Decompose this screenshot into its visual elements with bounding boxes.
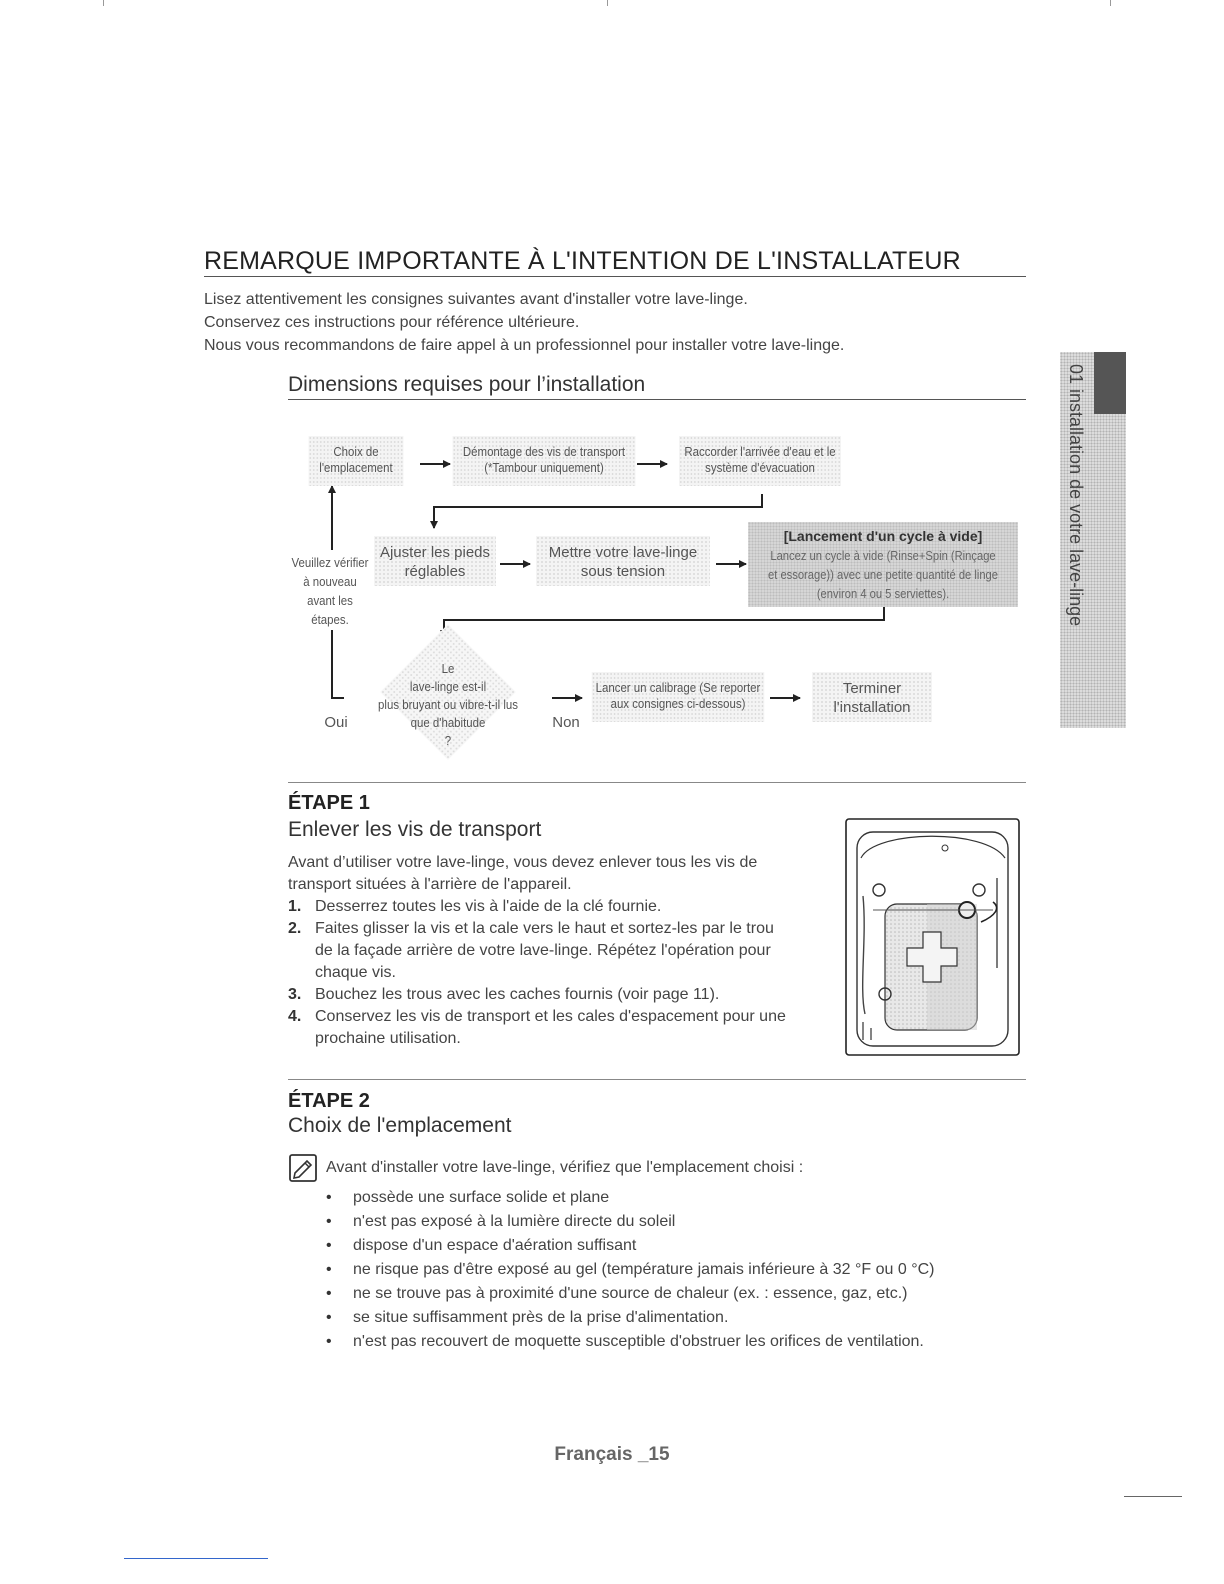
intro-line: Nous vous recommandons de faire appel à un professionnel pour installer votre lave-linge. [204,337,845,354]
flow-node-text: aux consignes ci-dessous) [610,696,746,712]
flow-note-text: étapes. [311,612,349,627]
checklist-item: • se situe suffisamment près de la prise d'alimentation. [326,1306,1026,1330]
flow-decision-text: Le [441,661,455,676]
note-icon [288,1153,318,1183]
instruction-number: 2. [288,920,302,937]
flow-node-text: Démontage des vis de transport [462,444,626,459]
flow-node-text: (environ 4 ou 5 serviettes). [816,585,950,601]
flow-node-text: système d'évacuation [705,460,815,476]
step1-label: ÉTAPE 1 [288,792,370,814]
instruction-number: 3. [288,986,302,1003]
chapter-tab-marker [1094,352,1126,414]
flow-decision-question [374,660,522,750]
arrow-raccorder-ajuster [434,494,762,528]
checklist-item: • dispose d'un espace d'aération suffisant [326,1234,1026,1258]
flow-node-title: [Lancement d'un cycle à vide] [783,528,983,544]
step1-body [288,852,828,1050]
flow-node-text: Lancer un calibrage (Se reporter [595,680,761,695]
flow-label-non: Non [552,714,580,731]
step2-checklist [326,1186,1026,1354]
flow-node-text: Raccorder l'arrivée d'eau et le [684,444,836,459]
flow-node-text: l'emplacement [319,460,393,476]
flow-decision-text: que d'habitude [410,715,486,730]
checklist-item: • n'est pas recouvert de moquette susceptible d'obstruer les orifices de ventilation. [326,1330,1026,1354]
flow-decision-text: lave-linge est-il [409,679,487,694]
instruction-text: de la façade arrière de votre lave-linge. Répétez l'opération pour [315,942,771,959]
washer-rear-illustration [845,818,1020,1056]
flow-node-text: Lancez un cycle à vide (Rinse+Spin (Rinçage [770,547,996,563]
arrow-oui-loop [332,630,344,698]
flow-node-calibrage [592,672,764,722]
flow-node-text: Terminer [842,680,902,697]
step1-subtitle: Enlever les vis de transport [288,818,542,841]
flow-node-text: Ajuster les pieds [379,544,491,561]
flow-node-tension [536,536,710,586]
flow-node-text: sous tension [580,562,666,580]
flow-note-text: avant les [307,593,353,608]
instruction-text: Bouchez les trous avec les caches fournis (voir page 11). [315,986,720,1003]
flow-note-verifier [286,553,374,629]
instruction-item [288,1006,828,1050]
flow-node-demontage [452,436,635,486]
flow-node-ajuster [374,536,496,586]
divider [288,782,1026,783]
flow-label-oui: Oui [324,714,348,731]
flow-node-text: et essorage)) avec une petite quantité de linge [768,566,998,582]
instruction-number: 4. [288,1008,302,1025]
instruction-text: Desserrez toutes les vis à l'aide de la clé fournie. [315,898,662,915]
chapter-tab-label: 01 installation de votre lave-linge [1066,364,1086,627]
instruction-text: prochaine utilisation. [315,1030,461,1047]
flow-note-text: Veuillez vérifier [291,555,369,570]
instruction-text: Conservez les vis de transport et les cales d'espacement pour une [315,1008,786,1025]
section-title: Dimensions requises pour l’installation [288,372,1026,400]
instruction-item [288,918,828,984]
step1-instructions [288,896,828,1050]
step2-label: ÉTAPE 2 [288,1090,370,1112]
page-title: REMARQUE IMPORTANTE À L'INTENTION DE L'INSTALLATEUR [204,248,1026,277]
intro-line: Lisez attentivement les consignes suivantes avant d'installer votre lave-linge. [204,291,748,308]
flow-node-body [767,546,999,603]
instruction-number: 1. [288,898,302,915]
flow-decision-text: ? [444,733,452,748]
footer-rule [1124,1496,1182,1497]
page-number: Français _15 [554,1444,670,1465]
instruction-item [288,984,828,1006]
flow-note-text: à nouveau [303,574,357,589]
flow-node-text: Mettre votre lave-linge [548,544,698,561]
checklist-item: • ne risque pas d'être exposé au gel (température jamais inférieure à 32 °F ou 0 °C) [326,1258,1026,1282]
step1-intro-line: Avant d’utiliser votre lave-linge, vous devez enlever tous les vis de [288,854,758,871]
flow-node-choix [308,436,403,486]
step1-intro-line: transport situées à l'arrière de l'appareil. [288,876,572,893]
arrow-lancement-question [444,607,884,637]
footer-rule [124,1558,268,1559]
flow-node-terminer [812,672,932,722]
flow-node-text: l'installation [833,698,911,716]
intro-line: Conservez ces instructions pour référence ultérieure. [204,314,580,331]
flow-node-lancement [748,522,1018,607]
checklist-item: • ne se trouve pas à proximité d'une source de chaleur (ex. : essence, gaz, etc.) [326,1282,1026,1306]
step1-intro [288,852,828,896]
instruction-text: Faites glisser la vis et la cale vers le haut et sortez-les par le trou [315,920,774,937]
flow-node-text: (*Tambour uniquement) [484,460,604,476]
checklist-item: • n'est pas exposé à la lumière directe du soleil [326,1210,1026,1234]
step2-subtitle: Choix de l'emplacement [288,1114,512,1137]
divider [288,1079,1026,1080]
flow-node-text: Choix de [333,444,379,459]
step2-note: Avant d'installer votre lave-linge, vérifiez que l'emplacement choisi : [326,1159,804,1176]
instruction-text: chaque vis. [315,964,396,981]
instruction-item [288,896,828,918]
flow-node-raccorder [679,436,841,486]
checklist-item: • possède une surface solide et plane [326,1186,1026,1210]
flow-node-text: réglables [404,562,466,580]
flow-decision-text: plus bruyant ou vibre-t-il lus [378,697,518,712]
